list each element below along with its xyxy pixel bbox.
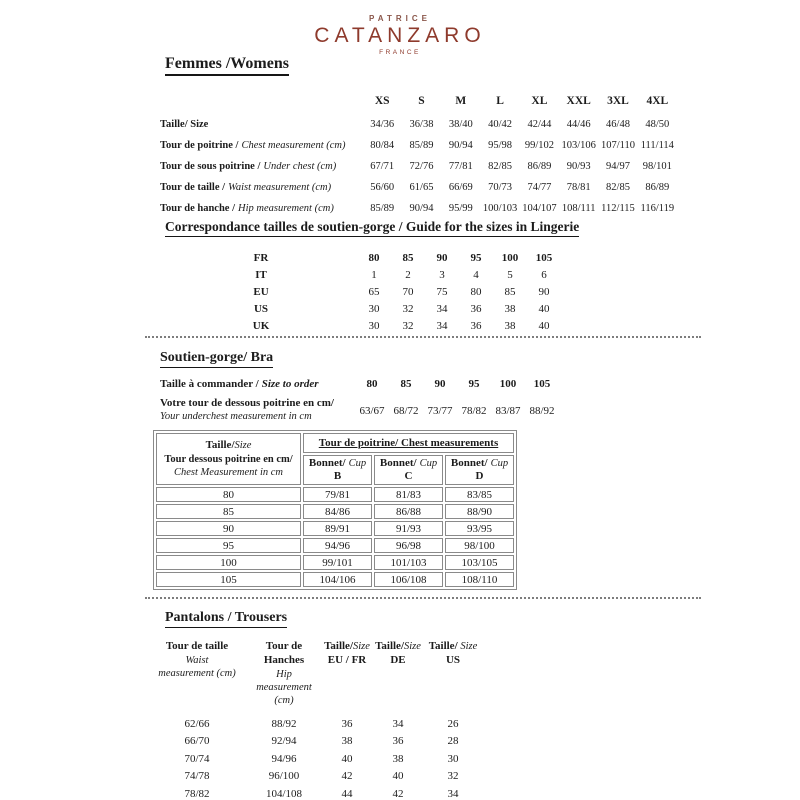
row-label	[160, 114, 363, 135]
cell: 82/85	[606, 182, 630, 193]
cell: 98/101	[642, 161, 672, 172]
size-header: M	[455, 95, 467, 107]
cell: 85	[402, 251, 414, 264]
cup-letter: C	[404, 470, 413, 483]
table-row	[145, 750, 485, 768]
cell: 2	[405, 268, 411, 281]
table-header-row	[160, 88, 677, 114]
cell: 32	[447, 770, 459, 783]
row-label-en: Waist measurement (cm)	[228, 182, 332, 193]
womens-section-title: Femmes /Womens	[165, 55, 289, 76]
cell: 101/103	[374, 555, 443, 570]
cell: 90	[434, 378, 446, 390]
empty-cell	[160, 88, 363, 114]
row-label-fr: Tour de hanche /	[160, 203, 235, 214]
cup-label-it: Cup	[348, 457, 367, 469]
cell: 105	[533, 378, 551, 390]
table-row	[165, 317, 561, 334]
table-row	[160, 135, 677, 156]
cell: 66/69	[448, 182, 473, 193]
cell: 38	[341, 735, 353, 748]
cell: 99/102	[524, 140, 554, 151]
cell: 90	[436, 251, 448, 264]
cell: 36	[341, 717, 353, 730]
cell: 94/97	[606, 161, 630, 172]
table-row	[165, 249, 561, 266]
size-cell: 100	[156, 555, 301, 570]
cell: 61/65	[409, 182, 434, 193]
size-header: S	[418, 95, 425, 107]
cell: 82/85	[488, 161, 513, 172]
cell: 28	[447, 735, 459, 748]
cell: 74/77	[527, 182, 552, 193]
row-label	[160, 177, 363, 198]
table-row	[160, 374, 559, 394]
cell: 67/71	[370, 161, 395, 172]
table-row	[156, 521, 514, 536]
cell: 34	[436, 302, 448, 315]
cell: 103/106	[561, 140, 596, 151]
cell: 3	[439, 268, 445, 281]
cell: 90/93	[566, 161, 591, 172]
size-header: XXL	[566, 95, 591, 107]
cell: 74/78	[184, 770, 210, 783]
cup-label-fr: Bonnet/	[379, 456, 417, 469]
cell: 93/95	[445, 521, 514, 536]
header-region: DE	[390, 653, 406, 666]
cell: 38	[504, 319, 516, 332]
cell: 90/94	[448, 140, 473, 151]
row-label-en: Under chest (cm)	[263, 161, 337, 172]
cell: 85/89	[409, 140, 434, 151]
header-it: Size	[404, 641, 421, 652]
cell: 100/103	[482, 203, 518, 214]
cell: 85	[400, 378, 412, 390]
cup-letter: B	[333, 470, 342, 483]
womens-size-table	[160, 88, 677, 219]
cell: 83/85	[445, 487, 514, 502]
cell: 34	[392, 717, 404, 730]
cell: 83/87	[495, 404, 521, 417]
bra-order-table	[160, 374, 559, 427]
cell: 32	[402, 302, 414, 315]
cell: 44	[341, 787, 353, 800]
cup-label-it: Cup	[419, 457, 438, 469]
cell: 86/88	[374, 504, 443, 519]
cell: 81/83	[374, 487, 443, 502]
cup-letter: D	[475, 470, 484, 483]
corner-header-cell	[156, 433, 301, 485]
cell: 112/115	[601, 203, 635, 214]
cell: 96/100	[268, 770, 300, 783]
size-cell: 95	[156, 538, 301, 553]
cell: 100	[499, 378, 517, 390]
lingerie-section-title: Correspondance tailles de soutien-gorge / Guide for the sizes in Lingerie	[165, 219, 579, 237]
table-row	[145, 715, 485, 733]
cell: 103/105	[445, 555, 514, 570]
table-row	[156, 572, 514, 587]
lingerie-correspondence-table	[165, 249, 561, 334]
brand-logo-top: PATRICE	[369, 14, 431, 23]
cell: 90	[538, 285, 550, 298]
table-row	[165, 266, 561, 283]
brand-logo-country: FRANCE	[379, 49, 421, 57]
cup-size-table	[153, 430, 517, 590]
cell: 104/108	[265, 787, 303, 800]
table-row	[156, 504, 514, 519]
header-it: Size	[234, 440, 252, 451]
cell: 92/94	[271, 735, 297, 748]
cell: 32	[402, 319, 414, 332]
row-label-fr: Tour de poitrine /	[160, 140, 239, 151]
row-label-en: Size to order	[261, 378, 319, 390]
cell: 108/110	[445, 572, 514, 587]
cell: 78/81	[566, 182, 591, 193]
cell: 80	[366, 378, 378, 390]
cell: 88/92	[529, 404, 555, 417]
dotted-separator	[145, 597, 701, 599]
table-header-row	[145, 640, 485, 707]
cup-label-fr: Bonnet/	[308, 456, 346, 469]
cell: 104/106	[303, 572, 372, 587]
cell: 38	[392, 752, 404, 765]
header-line3: Chest Measurement in cm	[174, 466, 283, 478]
cell: 88/90	[445, 504, 514, 519]
cell: 40	[538, 302, 550, 315]
cell: 95	[470, 251, 482, 264]
cup-label-fr: Bonnet/	[450, 456, 488, 469]
cell: 44/46	[566, 119, 591, 130]
cell: 84/86	[303, 504, 372, 519]
size-cell: 90	[156, 521, 301, 536]
table-row	[160, 177, 677, 198]
group-header-cell	[303, 433, 514, 453]
size-header: XL	[531, 95, 548, 107]
cell: 34/36	[370, 119, 395, 130]
table-row	[160, 156, 677, 177]
cell: 106/108	[374, 572, 443, 587]
cell: 99/101	[303, 555, 372, 570]
cell: 38	[504, 302, 516, 315]
cell: 100	[501, 251, 519, 264]
cell: 78/82	[461, 404, 487, 417]
cell: 73/77	[427, 404, 453, 417]
size-header: L	[496, 95, 504, 107]
cell: 40	[341, 752, 353, 765]
row-label	[160, 394, 355, 427]
region-label: FR	[253, 251, 269, 264]
row-label	[160, 156, 363, 177]
row-label-fr: Votre tour de dessous poitrine en cm/	[160, 397, 334, 410]
cell: 36	[392, 735, 404, 748]
region-label: EU	[253, 285, 269, 298]
cell: 95/99	[448, 203, 473, 214]
header-fr: Tour de Hanches	[263, 640, 305, 666]
header-it: Size	[460, 641, 478, 652]
cell: 63/67	[359, 404, 385, 417]
brand-logo-name: CATANZARO	[314, 24, 486, 48]
region-label: US	[253, 302, 269, 315]
cell: 70/73	[488, 182, 513, 193]
cell: 34	[447, 787, 459, 800]
header-fr: Tour de taille	[165, 640, 229, 652]
size-cell: 80	[156, 487, 301, 502]
cell: 46/48	[606, 119, 630, 130]
size-cell: 85	[156, 504, 301, 519]
row-label-fr: Taille à commander /	[160, 378, 259, 390]
cell: 85/89	[370, 203, 395, 214]
cell: 56/60	[370, 182, 395, 193]
cell: 80	[470, 285, 482, 298]
row-label	[160, 374, 355, 394]
size-header: 4XL	[646, 95, 669, 107]
row-label-en: Your underchest measurement in cm	[160, 411, 312, 423]
size-header: XS	[374, 95, 390, 107]
table-header-row	[156, 433, 514, 453]
cell: 88/92	[271, 717, 297, 730]
cell: 80	[368, 251, 380, 264]
cell: 6	[541, 268, 547, 281]
cell: 85	[504, 285, 516, 298]
dotted-separator	[145, 336, 701, 338]
table-row	[156, 538, 514, 553]
cell: 40	[392, 770, 404, 783]
cell: 80/84	[370, 140, 395, 151]
cell: 90/94	[409, 203, 434, 214]
cell: 108/111	[561, 203, 596, 214]
cell: 36	[470, 319, 482, 332]
cell: 30	[447, 752, 459, 765]
cell: 38/40	[448, 119, 473, 130]
header-fr: Taille/	[428, 640, 461, 652]
header-it: Size	[353, 641, 370, 652]
cell: 40/42	[488, 119, 513, 130]
row-label-fr: Tour de taille /	[160, 182, 226, 193]
column-header	[319, 640, 375, 707]
cell: 26	[447, 717, 459, 730]
cell: 36/38	[409, 119, 434, 130]
header-en: Hip measurement	[256, 668, 312, 693]
column-header	[375, 640, 421, 707]
cell: 116/119	[640, 203, 675, 214]
table-row	[160, 394, 559, 427]
cell: 107/110	[600, 140, 635, 151]
cell: 95/98	[488, 140, 513, 151]
cup-label-it: Cup	[490, 457, 509, 469]
trousers-size-table	[145, 640, 485, 800]
cell: 42	[392, 787, 404, 800]
column-header	[421, 640, 485, 707]
cell: 48/50	[645, 119, 670, 130]
header-fr: Taille/	[324, 640, 353, 652]
cell: 34	[436, 319, 448, 332]
cell: 62/66	[184, 717, 210, 730]
cup-header-cell	[445, 455, 514, 485]
header-en: (cm)	[274, 694, 294, 706]
cell: 4	[473, 268, 479, 281]
cell: 95	[468, 378, 480, 390]
cell: 91/93	[374, 521, 443, 536]
cell: 36	[470, 302, 482, 315]
row-label-en: Hip measurement (cm)	[237, 203, 334, 214]
cell: 111/114	[640, 140, 674, 151]
cell: 89/91	[303, 521, 372, 536]
table-row	[165, 300, 561, 317]
cell: 42	[341, 770, 353, 783]
row-label-en: Chest measurement (cm)	[241, 140, 346, 151]
cell: 79/81	[303, 487, 372, 502]
cell: 1	[371, 268, 377, 281]
header-en: Waist	[185, 654, 209, 666]
cup-header-cell	[374, 455, 443, 485]
cell: 30	[368, 319, 380, 332]
cell: 70/74	[184, 752, 210, 765]
column-header	[145, 640, 249, 707]
spacer-row	[145, 707, 485, 715]
region-label: IT	[255, 268, 267, 281]
row-label	[160, 198, 363, 219]
cell: 78/82	[184, 787, 210, 800]
cell: 5	[507, 268, 513, 281]
cell: 77/81	[448, 161, 473, 172]
header-region: US	[445, 653, 461, 666]
header-fr: Taille/	[205, 439, 235, 451]
cell: 30	[368, 302, 380, 315]
size-cell: 105	[156, 572, 301, 587]
cell: 70	[402, 285, 414, 298]
header-line2: Tour dessous poitrine en cm/	[164, 453, 293, 465]
row-label	[160, 135, 363, 156]
table-row	[156, 487, 514, 502]
table-row	[145, 785, 485, 800]
column-header	[249, 640, 319, 707]
cell: 105	[535, 251, 553, 264]
cell: 98/100	[445, 538, 514, 553]
cell: 104/107	[522, 203, 557, 214]
bra-section-title: Soutien-gorge/ Bra	[160, 350, 273, 368]
cell: 40	[538, 319, 550, 332]
table-row	[145, 767, 485, 785]
cup-header-cell	[303, 455, 372, 485]
cell: 72/76	[409, 161, 434, 172]
region-label: UK	[252, 319, 270, 332]
cell: 94/96	[271, 752, 297, 765]
table-row	[165, 283, 561, 300]
header-en: measurement (cm)	[158, 667, 236, 679]
document-content	[145, 0, 703, 800]
row-label-fr: Tour de sous poitrine /	[160, 161, 261, 172]
header-region: EU / FR	[327, 653, 367, 666]
table-row	[156, 555, 514, 570]
cell: 94/96	[303, 538, 372, 553]
cell: 75	[436, 285, 448, 298]
cell: 86/89	[527, 161, 552, 172]
group-header-text: Tour de poitrine/ Chest measurements	[318, 437, 499, 449]
table-row	[160, 198, 677, 219]
cell: 66/70	[184, 735, 210, 748]
table-row	[160, 114, 677, 135]
cell: 42/44	[527, 119, 552, 130]
trousers-section-title: Pantalons / Trousers	[165, 610, 287, 628]
header-fr: Taille/	[375, 640, 404, 652]
row-label-fr: Taille/ Size	[160, 119, 209, 130]
size-header: 3XL	[607, 95, 629, 107]
spacer-cell	[145, 707, 485, 715]
cell: 96/98	[374, 538, 443, 553]
cell: 68/72	[393, 404, 419, 417]
cell: 86/89	[645, 182, 670, 193]
table-row	[145, 732, 485, 750]
cell: 65	[368, 285, 380, 298]
